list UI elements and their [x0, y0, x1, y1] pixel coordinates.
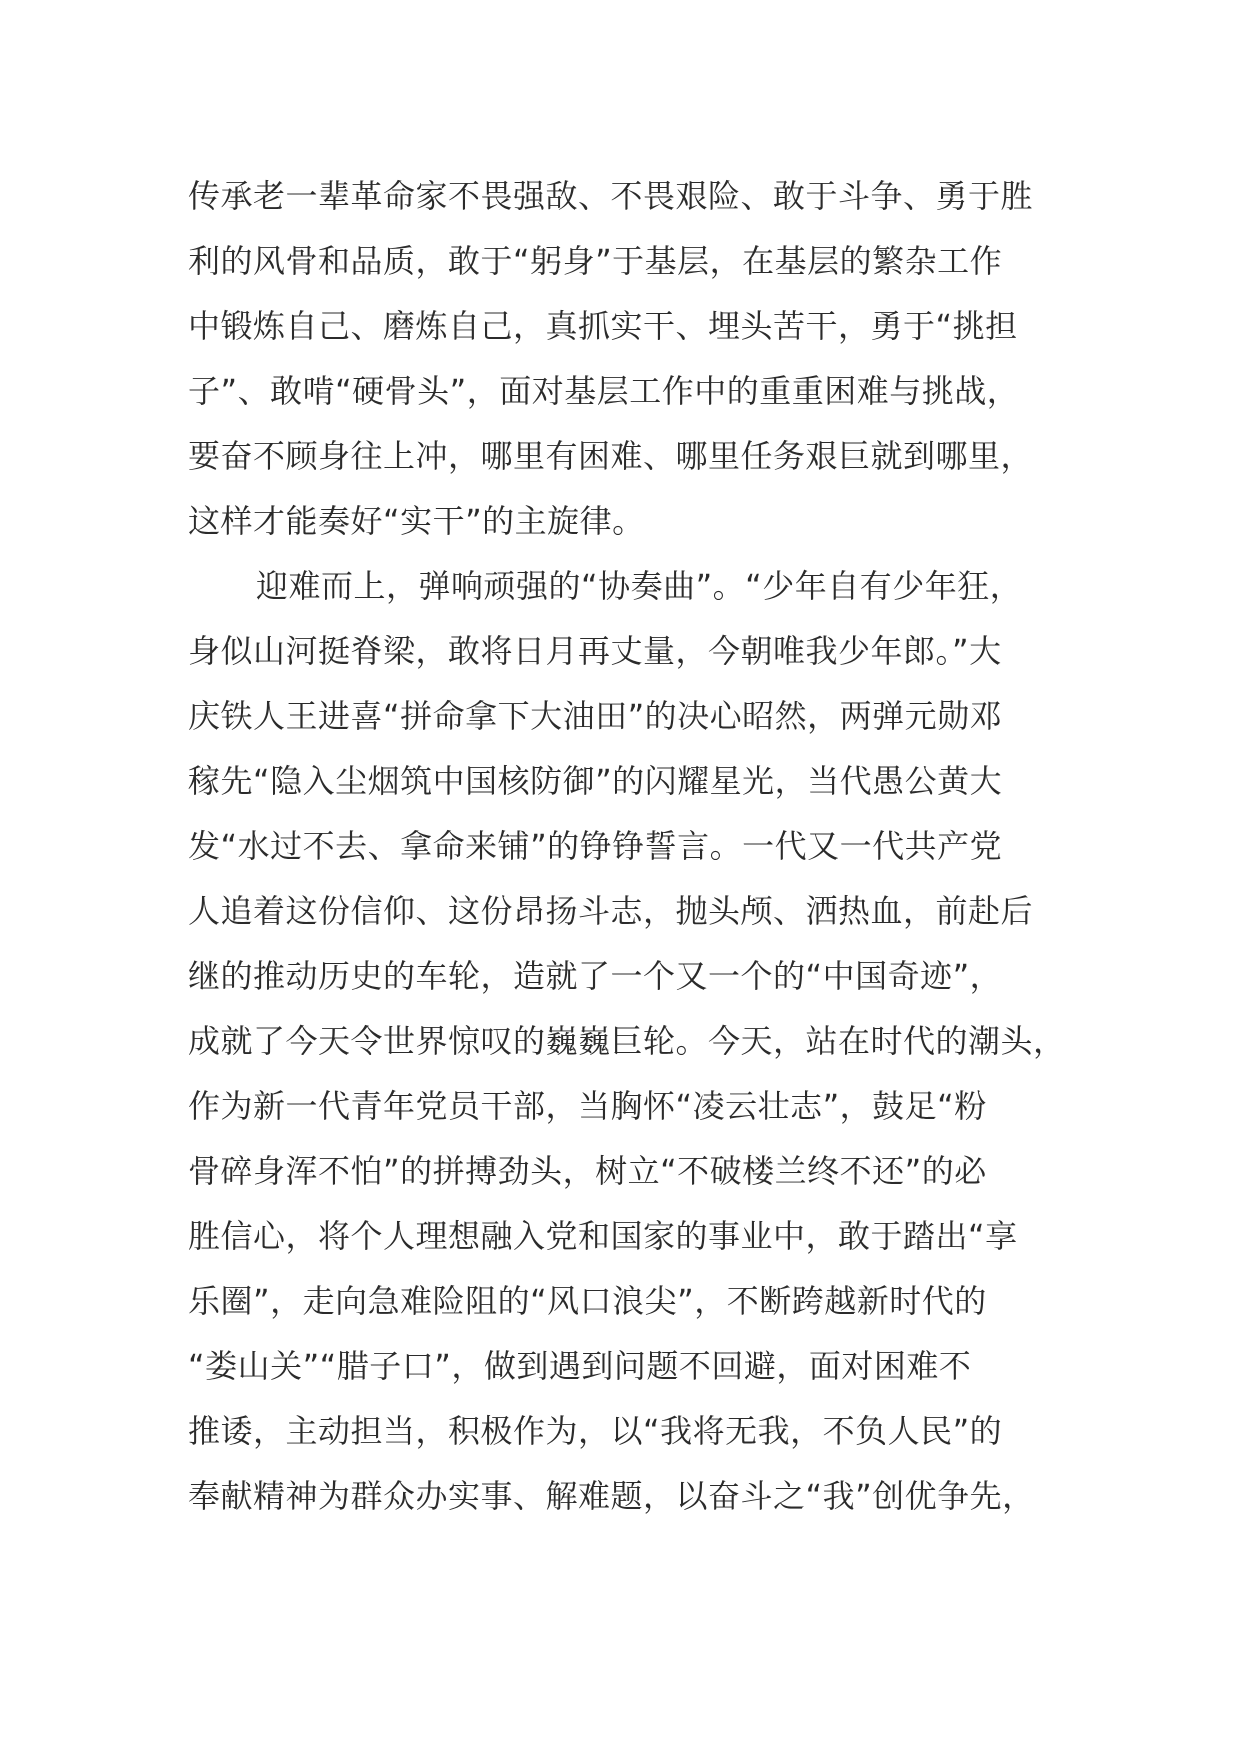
paragraph-2 — [188, 554, 1068, 1529]
text-line: 稼先“隐入尘烟筑中国核防御”的闪耀星光，当代愚公黄大 — [188, 762, 1003, 800]
text-line: 庆铁人王进喜“拼命拿下大油田”的决心昭然，两弹元勋邓 — [188, 697, 1003, 735]
text-line: 身似山河挺脊梁，敢将日月再丈量，今朝唯我少年郎。”大 — [188, 632, 1002, 670]
text-line: 继的推动历史的车轮，造就了一个又一个的“中国奇迹”， — [188, 957, 1003, 995]
text-line: 骨碎身浑不怕”的拼搏劲头，树立“不破楼兰终不还”的必 — [188, 1152, 987, 1190]
text-line: 奉献精神为群众办实事、解难题，以奋斗之“我”创优争先， — [188, 1477, 1035, 1515]
text-line: 迎难而上，弹响顽强的“协奏曲”。“少年自有少年狂， — [256, 567, 1023, 605]
text-line: 成就了今天令世界惊叹的巍巍巨轮。今天，站在时代的潮头， — [188, 1022, 1066, 1060]
paragraph-1 — [188, 164, 1068, 554]
text-line: 作为新一代青年党员干部，当胸怀“凌云壮志”，鼓足“粉 — [188, 1087, 987, 1125]
text-line: 这样才能奏好“实干”的主旋律。 — [188, 502, 645, 540]
body-text — [188, 164, 1068, 1529]
text-line: 要奋不顾身往上冲，哪里有困难、哪里任务艰巨就到哪里， — [188, 437, 1034, 475]
text-line: 利的风骨和品质，敢于“躬身”于基层，在基层的繁杂工作 — [188, 242, 1003, 280]
text-line: 人追着这份信仰、这份昂扬斗志，抛头颅、洒热血，前赴后 — [188, 892, 1034, 930]
text-line: “娄山关”“腊子口”，做到遇到问题不回避，面对困难不 — [188, 1347, 972, 1385]
text-line: 胜信心，将个人理想融入党和国家的事业中，敢于踏出“享 — [188, 1217, 1018, 1255]
text-line: 发“水过不去、拿命来铺”的铮铮誓言。一代又一代共产党 — [188, 827, 1003, 865]
text-line: 推诿，主动担当，积极作为，以“我将无我，不负人民”的 — [188, 1412, 1003, 1450]
text-line: 中锻炼自己、磨炼自己，真抓实干、埋头苦干，勇于“挑担 — [188, 307, 1018, 345]
text-line: 传承老一辈革命家不畏强敌、不畏艰险、敢于斗争、勇于胜 — [188, 177, 1034, 215]
text-line: 乐圈”，走向急难险阻的“风口浪尖”，不断跨越新时代的 — [188, 1282, 987, 1320]
text-line: 子”、敢啃“硬骨头”，面对基层工作中的重重困难与挑战， — [188, 372, 1020, 410]
